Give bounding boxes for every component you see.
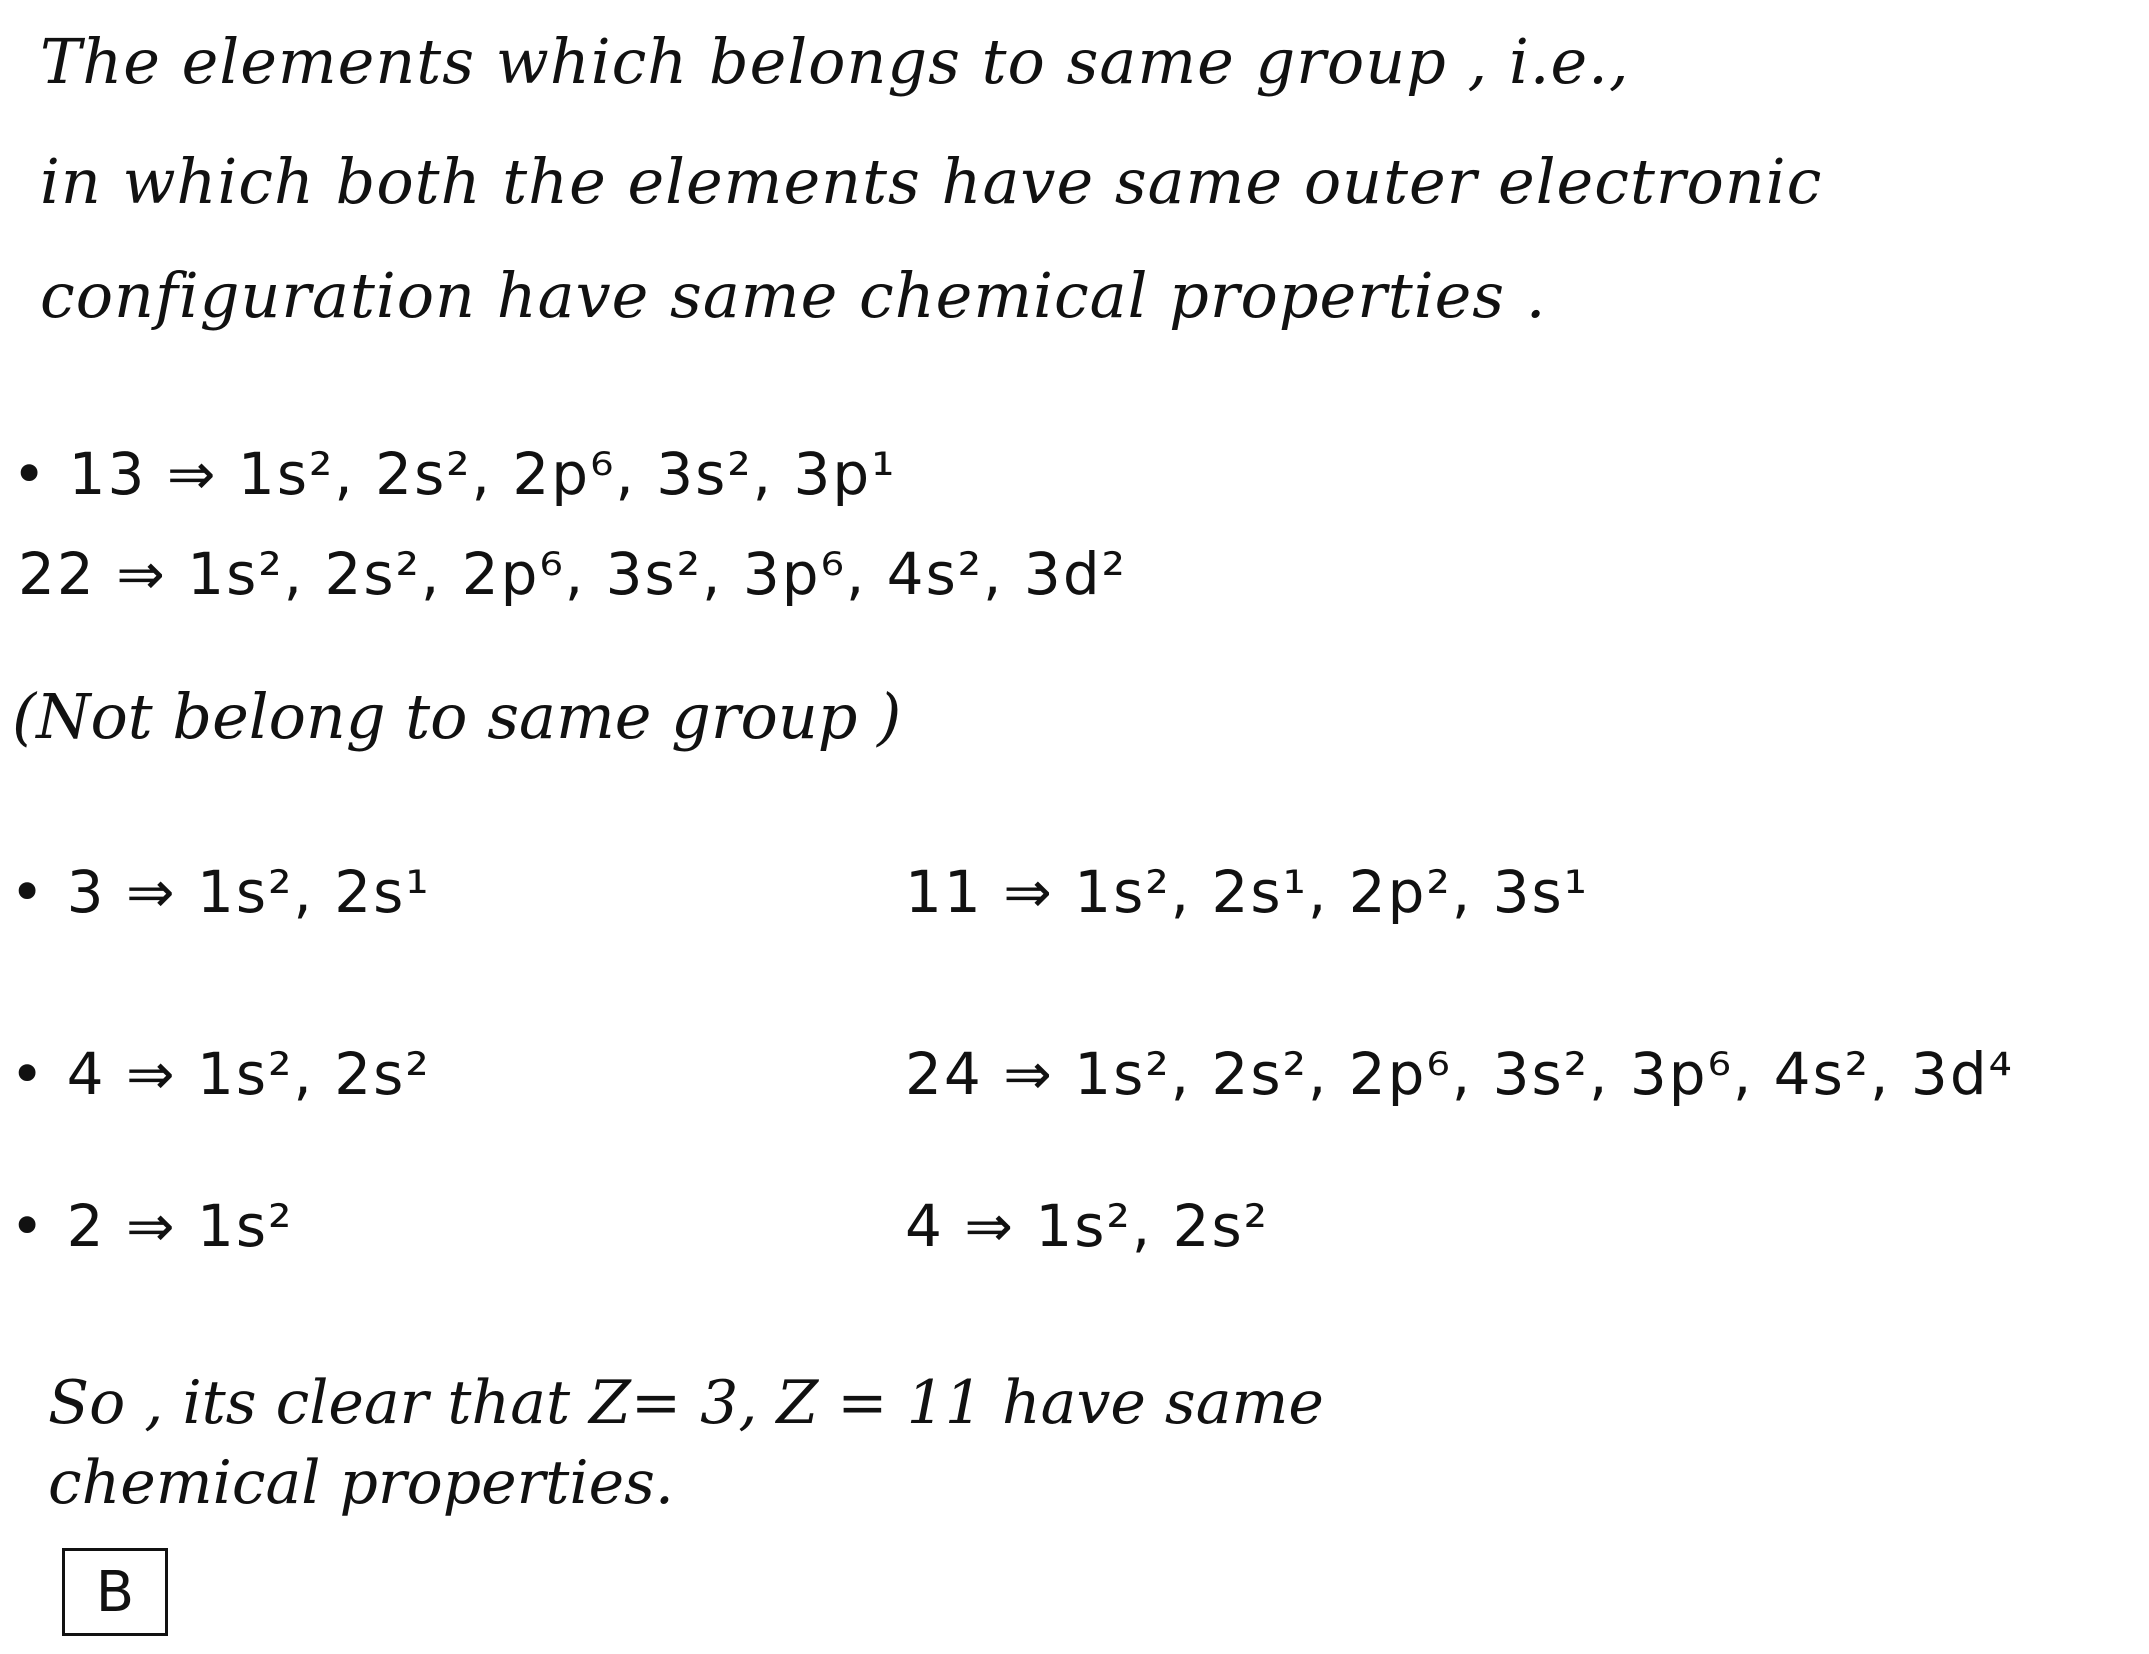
pair-2-right: 24 ⇒ 1s², 2s², 2p⁶, 3s², 3p⁶, 4s², 3d⁴ bbox=[905, 1040, 2014, 1108]
pair-1-right: 11 ⇒ 1s², 2s¹, 2p², 3s¹ bbox=[905, 858, 1589, 926]
answer-box bbox=[62, 1548, 168, 1636]
conclusion-line-2: chemical properties. bbox=[48, 1448, 674, 1518]
pair-1-left: • 3 ⇒ 1s², 2s¹ bbox=[10, 858, 431, 926]
pair-2-left: • 4 ⇒ 1s², 2s² bbox=[10, 1040, 431, 1108]
intro-line-2: in which both the elements have same outer electronic bbox=[40, 145, 1823, 218]
pair-3-left: • 2 ⇒ 1s² bbox=[10, 1192, 294, 1260]
config-z13: • 13 ⇒ 1s², 2s², 2p⁶, 3s², 3p¹ bbox=[12, 440, 897, 508]
pair-3-right: 4 ⇒ 1s², 2s² bbox=[905, 1192, 1269, 1260]
intro-line-1: The elements which belongs to same group , i.e., bbox=[40, 25, 1630, 98]
config-z22: 22 ⇒ 1s², 2s², 2p⁶, 3s², 3p⁶, 4s², 3d² bbox=[18, 540, 1127, 608]
not-same-group-note: (Not belong to same group ) bbox=[12, 680, 902, 753]
intro-line-3: configuration have same chemical properties . bbox=[40, 259, 1547, 332]
conclusion-line-1: So , its clear that Z= 3, Z = 11 have same bbox=[48, 1368, 1324, 1438]
answer-letter: B bbox=[95, 1559, 135, 1625]
